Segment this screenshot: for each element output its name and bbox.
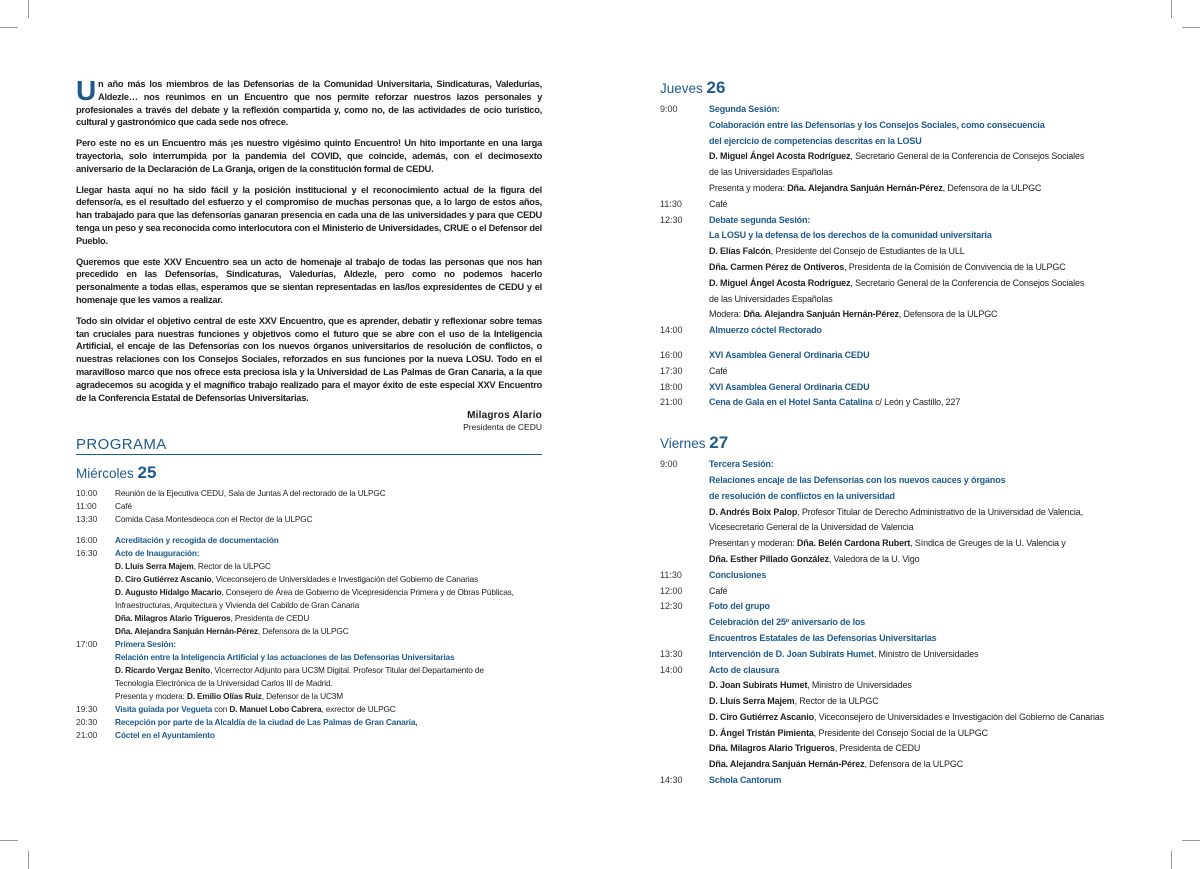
event-content: [709, 599, 1130, 646]
signature: [76, 410, 542, 432]
event-line: [115, 487, 542, 500]
event-content: [709, 663, 1130, 774]
event-content: [115, 638, 542, 703]
event-line: [115, 612, 542, 625]
person-name: D. Augusto Hidalgo Macario: [115, 587, 222, 598]
event-line: [709, 694, 1130, 710]
line-text: , Viceconsejero de Universidades e Investigación del Gobierno de Canarias: [211, 574, 478, 585]
event-content: [709, 364, 1130, 380]
event-time: 14:00: [660, 664, 683, 675]
event-line: [115, 638, 542, 651]
person-name: D. Ciro Gutiérrez Ascanio: [709, 711, 814, 722]
line-text: , Valedora de la U. Vigo: [828, 553, 920, 564]
event-line: [709, 505, 1130, 521]
schedule-row: [660, 213, 1130, 324]
event-line: [115, 677, 542, 690]
event-line: [709, 678, 1130, 694]
line-highlight: Intervención de D. Joan Subirats Humet: [709, 648, 874, 659]
event-time: 16:30: [76, 548, 98, 559]
line-text: , Defensora de la ULPGC: [864, 759, 964, 770]
person-name: D. Lluís Serra Majem: [115, 561, 194, 572]
line-text: Almuerzo cóctel Rectorado: [709, 325, 822, 336]
event-content: [709, 773, 1130, 789]
event-content: [115, 487, 542, 500]
right-column: [660, 78, 1130, 789]
line-text: Café: [709, 198, 728, 209]
line-text: , Presidenta de la Comisión de Convivencia de la ULPGC: [844, 261, 1066, 272]
event-line: [709, 323, 1130, 339]
event-time: 13:30: [76, 514, 98, 525]
line-text: , Viceconsejero de Universidades e Investigación del Gobierno de Canarias: [813, 711, 1105, 722]
day-number: 25: [137, 463, 157, 483]
event-line: [115, 586, 542, 599]
event-line: [709, 615, 1130, 631]
event-content: [115, 547, 542, 638]
event-time: 21:00: [660, 397, 683, 408]
line-highlight: Visita guiada por Vegueta: [115, 704, 213, 715]
schedule-row: [660, 102, 1130, 197]
schedule-row: [76, 547, 542, 638]
schedule-row: [76, 500, 542, 513]
event-line: [709, 134, 1130, 150]
line-highlight: Cena de Gala en el Hotel Santa Catalina: [709, 397, 873, 408]
line-text: , Defensora de la ULPGC: [942, 182, 1042, 193]
day-block-thursday: [660, 78, 1130, 411]
event-line: [709, 520, 1130, 536]
person-name: D. Lluís Serra Majem: [709, 696, 795, 707]
event-time: 16:00: [660, 349, 683, 360]
event-time: 10:00: [76, 488, 98, 499]
schedule-row: [660, 663, 1130, 774]
line-text: Reunión de la Ejecutiva CEDU, Sala de Juntas A del rectorado de la ULPGC: [115, 488, 386, 499]
event-time: 21:00: [76, 730, 98, 741]
line-text: Schola Cantorum: [709, 775, 782, 786]
event-time: 11:30: [660, 569, 682, 580]
schedule-row: [76, 716, 542, 729]
event-line: [709, 552, 1130, 568]
line-text: Tercera Sesión:: [709, 459, 774, 470]
person-name: D. Emilio Olías Ruiz: [186, 691, 262, 702]
event-line: [709, 568, 1130, 584]
event-time: 12:30: [660, 214, 683, 225]
line-text: del ejercicio de competencias descritas en la LOSU: [709, 135, 922, 146]
person-name: Dña. Belén Cardona Rubert: [796, 538, 911, 549]
day-block-friday: [660, 433, 1130, 789]
schedule-row: [660, 599, 1130, 646]
line-text: Relación entre la Inteligencia Artificial y las actuaciones de las Defensorías Universitarias: [115, 652, 455, 663]
schedule-row: [660, 380, 1130, 396]
event-line: [709, 741, 1130, 757]
line-text: Acreditación y recogida de documentación: [115, 535, 279, 546]
event-line: [709, 773, 1130, 789]
event-line: [709, 631, 1130, 647]
line-text: Café: [115, 501, 132, 512]
event-line: [115, 534, 542, 547]
event-time: 17:00: [76, 639, 98, 650]
line-text: c/ León y Castillo, 227: [872, 397, 961, 408]
event-content: [115, 513, 542, 526]
schedule-row: [76, 703, 542, 716]
day-number: 27: [709, 433, 729, 453]
event-content: [709, 457, 1130, 568]
crop-mark: [1182, 840, 1200, 841]
schedule-row: [76, 487, 542, 500]
person-name: D. Miguel Ángel Acosta Rodríguez: [709, 151, 851, 162]
line-text: , Vicerrector Adjunto para UC3M Digital. Profesor Titular del Departamento de: [210, 665, 484, 676]
event-line: [709, 599, 1130, 615]
event-line: [709, 584, 1130, 600]
schedule-row: [76, 638, 542, 703]
day-heading: [660, 78, 1130, 98]
schedule-row: [660, 773, 1130, 789]
event-time: 9:00: [660, 104, 678, 114]
line-text: Vicesecretario General de la Universidad de Valencia: [709, 522, 914, 533]
intro-letter: [76, 75, 542, 433]
event-content: [115, 729, 542, 742]
event-line: [115, 625, 542, 638]
event-line: [115, 599, 542, 612]
event-line: [709, 710, 1130, 726]
crop-mark: [0, 27, 18, 28]
left-column: [76, 75, 542, 742]
person-name: D. Joan Subirats Humet: [709, 680, 808, 691]
line-text: , exrector de ULPGC: [321, 704, 396, 715]
day-name: Miércoles: [76, 466, 138, 482]
event-line: [115, 729, 542, 742]
event-time: 14:00: [660, 325, 683, 336]
line-text: , Defensor de la UC3M: [261, 691, 344, 702]
schedule-row: [660, 323, 1130, 339]
event-content: [709, 323, 1130, 339]
event-line: [115, 703, 542, 716]
line-text: Debate segunda Sesión:: [709, 214, 811, 225]
spacer: [660, 339, 1130, 348]
line-prefix: Presenta y modera:: [115, 691, 187, 702]
event-line: [115, 513, 542, 526]
person-name: Dña. Carmen Pérez de Ontiveros: [709, 261, 845, 272]
schedule-row: [660, 197, 1130, 213]
event-time: 12:00: [660, 585, 683, 596]
person-name: D. Ciro Gutiérrez Ascanio: [115, 574, 212, 585]
day-number: 26: [706, 78, 726, 97]
signature-name: Milagros Alario: [467, 410, 542, 422]
event-content: [709, 568, 1130, 584]
event-content: [709, 647, 1130, 663]
line-text: , Presidenta de CEDU: [230, 613, 310, 624]
intro-paragraph: Pero este no es un Encuentro más ¡es nuestro vigésimo quinto Encuentro! Un hito importante en una larga trayectoria, solo interrumpida por la pandemia del COVID, que coincide, además, con el decimosexto aniversario de la Declaración de La Granja, origen de la constitución formal de CEDU.: [76, 138, 542, 174]
event-line: [115, 500, 542, 513]
line-text: de las Universidades Españolas: [709, 293, 833, 304]
event-line: [115, 716, 542, 729]
line-text: La LOSU y la defensa de los derechos de la comunidad universitaria: [709, 230, 992, 241]
line-prefix: Presentan y moderan:: [709, 538, 797, 549]
event-line: [115, 690, 542, 703]
event-line: [709, 364, 1130, 380]
event-time: 9:00: [660, 459, 678, 470]
day-heading: [76, 463, 542, 483]
event-line: [115, 664, 542, 677]
crop-mark: [28, 0, 29, 18]
line-text: , Presidente del Consejo de Estudiantes de la ULL: [770, 246, 965, 257]
event-line: [709, 489, 1130, 505]
event-content: [709, 348, 1130, 364]
dropcap: U: [76, 75, 96, 106]
line-text: , Profesor Titular de Derecho Administrativo de la Universidad de Valencia,: [797, 506, 1083, 517]
event-content: [709, 380, 1130, 396]
schedule-row: [660, 364, 1130, 380]
person-name: D. Ángel Tristán Pimienta: [709, 727, 814, 738]
event-line: [709, 663, 1130, 679]
line-text: Comida Casa Montesdeoca con el Rector de la ULPGC: [115, 514, 313, 525]
line-text: , Presidente del Consejo Social de la ULPGC: [813, 727, 988, 738]
line-text: Primera Sesión:: [115, 639, 176, 650]
line-text: Acto de clausura: [709, 664, 780, 675]
event-line: [709, 395, 1130, 411]
event-line: [709, 757, 1130, 773]
person-name: D. Manuel Lobo Cabrera: [229, 704, 322, 715]
event-line: [709, 118, 1130, 134]
schedule-row: [660, 457, 1130, 568]
event-time: 14:30: [660, 775, 683, 786]
person-name: D. Ricardo Vergaz Benito: [115, 665, 211, 676]
event-time: 12:30: [660, 601, 683, 612]
schedule-row: [660, 395, 1130, 411]
line-text: , Rector de la ULPGC: [794, 696, 879, 707]
line-text: Encuentros Estatales de las Defensorías Universitarias: [709, 632, 937, 643]
event-line: [709, 647, 1130, 663]
day-name: Viernes: [660, 436, 710, 452]
person-name: Dña. Esther Pillado González: [709, 553, 829, 564]
event-line: [709, 457, 1130, 473]
line-text: , Consejero de Área de Gobierno de Vicepresidencia Primera y de Obras Públicas,: [221, 587, 514, 598]
event-content: [115, 534, 542, 547]
schedule-row: [660, 568, 1130, 584]
event-line: [709, 213, 1130, 229]
event-time: 20:30: [76, 717, 98, 728]
line-prefix: Presenta y modera:: [709, 182, 788, 193]
person-name: D. Elías Falcón: [709, 246, 771, 257]
event-line: [709, 536, 1130, 552]
event-time: 18:00: [660, 381, 683, 392]
event-time: 17:30: [660, 365, 683, 376]
line-text: Relaciones encaje de las Defensorías con los nuevos cauces y órganos: [709, 474, 1006, 485]
event-content: [709, 213, 1130, 324]
intro-paragraph: Un año más los miembros de las Defensorías de la Comunidad Universitaria, Sindicaturas, Valedurías, Aldezle… nos reunimos en un Encuentro que nos permite reforzar nuestros lazos personales y profesionales a través del debate y la reflexión compartida y, como no, de las actividades de ocio turístico, cultural y gastronómico que cada sede nos ofrece.: [76, 75, 542, 128]
line-text: , Secretario General de la Conferencia de Consejos Sociales: [850, 277, 1085, 288]
event-content: [709, 584, 1130, 600]
event-line: [115, 573, 542, 586]
event-line: [709, 181, 1130, 197]
schedule-row: [660, 584, 1130, 600]
line-text: , Rector de la ULPGC: [193, 561, 271, 572]
crop-mark: [28, 851, 29, 869]
event-content: [115, 500, 542, 513]
schedule-row: [76, 534, 542, 547]
line-text: XVI Asamblea General Ordinaria CEDU: [709, 349, 870, 360]
line-text: , Ministro de Universidades: [873, 648, 979, 659]
schedule-row: [660, 647, 1130, 663]
line-text: Segunda Sesión:: [709, 104, 780, 114]
event-line: [709, 228, 1130, 244]
day-heading: [660, 433, 1130, 453]
schedule-row: [76, 513, 542, 526]
line-text: Acto de Inauguración:: [115, 548, 200, 559]
event-line: [709, 276, 1130, 292]
event-line: [709, 380, 1130, 396]
person-name: D. Andrés Boix Palop: [709, 506, 798, 517]
line-text: Colaboración entre las Defensorías y los Consejos Sociales, como consecuencia: [709, 119, 1045, 130]
event-time: 19:30: [76, 704, 98, 715]
line-prefix: Modera:: [709, 309, 744, 320]
line-text: Cóctel en el Ayuntamiento: [115, 730, 215, 741]
line-text: Café: [709, 365, 728, 376]
event-line: [709, 149, 1130, 165]
event-line: [709, 244, 1130, 260]
event-content: [115, 703, 542, 716]
schedule-row: [76, 729, 542, 742]
person-name: Dña. Alejandra Sanjuán Hernán-Pérez: [787, 182, 943, 193]
line-text: con: [212, 704, 230, 715]
event-line: [709, 348, 1130, 364]
signature-role: Presidenta de CEDU: [463, 422, 542, 433]
line-text: , Ministro de Universidades: [807, 680, 912, 691]
line-text: Conclusiones: [709, 569, 767, 580]
intro-paragraph: Queremos que este XXV Encuentro sea un acto de homenaje al trabajo de todas las personas que nos han precedido en las Defensorías, Sindicaturas, Valedurías, Aldezle, pero como no podemos hacerlo personalmente a todas ellas, esperamos que se sientan representadas en las/los expresidentes de CEDU y el homenaje que les vamos a realizar.: [76, 256, 542, 305]
intro-paragraph: Todo sin olvidar el objetivo central de este XXV Encuentro, que es aprender, debatir y reflexionar sobre temas tan cruciales para nuestras funciones y objetivos como el futuro que se abre con el uso de la Inteligencia Artificial, el encaje de las Defensorías con los nuevos órganos universitarios de resolución de conflictos, o nuestras relaciones con los Consejos Sociales, reforzados en sus funciones por la nueva LOSU. Todo en el maravilloso marco que nos ofrece esta preciosa isla y la Universidad de Las Palmas de Gran Canaria, a la que agradecemos su acogida y el magnífico trabajo realizado para el mayor éxito de este especial XXV Encuentro de la Conferencia Estatal de Defensorías Universitarias.: [76, 315, 542, 403]
line-text: Recepción por parte de la Alcaldía de la ciudad de Las Palmas de Gran Canaria,: [115, 717, 418, 728]
person-name: Dña. Milagros Alario Trigueros: [709, 743, 835, 754]
crop-mark: [0, 840, 18, 841]
event-line: [115, 560, 542, 573]
event-line: [115, 651, 542, 664]
event-content: [115, 716, 542, 729]
line-text: Tecnología Electrónica de la Universidad Carlos III de Madrid.: [115, 678, 333, 689]
line-text: , Secretario General de la Conferencia de Consejos Sociales: [850, 151, 1085, 162]
line-text: , Defensora de la ULPGC: [898, 309, 998, 320]
event-line: [709, 473, 1130, 489]
line-text: Infraestructuras, Arquitectura y Vivienda del Cabildo de Gran Canaria: [115, 600, 360, 611]
spacer: [76, 526, 542, 534]
program-title: PROGRAMA: [76, 436, 542, 455]
event-line: [709, 197, 1130, 213]
event-time: 11:00: [76, 501, 97, 512]
line-text: Foto del grupo: [709, 601, 770, 612]
event-time: 13:30: [660, 648, 683, 659]
event-line: [709, 292, 1130, 308]
event-time: 11:30: [660, 198, 682, 209]
event-line: [709, 726, 1130, 742]
event-line: [709, 307, 1130, 323]
crop-mark: [1171, 0, 1172, 18]
event-line: [709, 102, 1130, 118]
person-name: Dña. Alejandra Sanjuán Hernán-Pérez: [743, 309, 899, 320]
person-name: D. Miguel Ángel Acosta Rodríguez: [709, 277, 851, 288]
event-content: [709, 102, 1130, 197]
day-block-wednesday: [76, 463, 542, 742]
line-text: , Síndica de Greuges de la U. Valencia y: [910, 538, 1066, 549]
line-text: de resolución de conflictos en la universidad: [709, 490, 895, 501]
event-line: [709, 165, 1130, 181]
line-text: de las Universidades Españolas: [709, 167, 833, 178]
person-name: Dña. Alejandra Sanjuán Hernán-Pérez: [115, 626, 258, 637]
event-line: [709, 260, 1130, 276]
intro-paragraph: Llegar hasta aquí no ha sido fácil y la posición institucional y el reconocimiento actual de la figura del defensor/a, es el resultado del esfuerzo y el compromiso de muchas personas que, a lo largo de estos años, han trabajado para que las defensorías ganaran presencia en cada una de las universidades y para que CEDU tenga un peso y sea reconocida como interlocutora con el Ministerio de Universidades, CRUE o el Defensor del Pueblo.: [76, 184, 542, 246]
line-text: , Presidenta de CEDU: [834, 743, 921, 754]
line-text: Café: [709, 585, 728, 596]
event-line: [115, 547, 542, 560]
event-content: [709, 197, 1130, 213]
day-name: Jueves: [660, 81, 707, 96]
line-text: , Defensora de la ULPGC: [257, 626, 349, 637]
line-text: XVI Asamblea General Ordinaria CEDU: [709, 381, 870, 392]
event-content: [709, 395, 1130, 411]
line-text: Celebración del 25º aniversario de los: [709, 617, 866, 628]
person-name: Dña. Alejandra Sanjuán Hernán-Pérez: [709, 759, 865, 770]
person-name: Dña. Milagros Alario Trigueros: [115, 613, 231, 624]
crop-mark: [1182, 27, 1200, 28]
schedule-row: [660, 348, 1130, 364]
event-time: 16:00: [76, 535, 98, 546]
crop-mark: [1171, 851, 1172, 869]
